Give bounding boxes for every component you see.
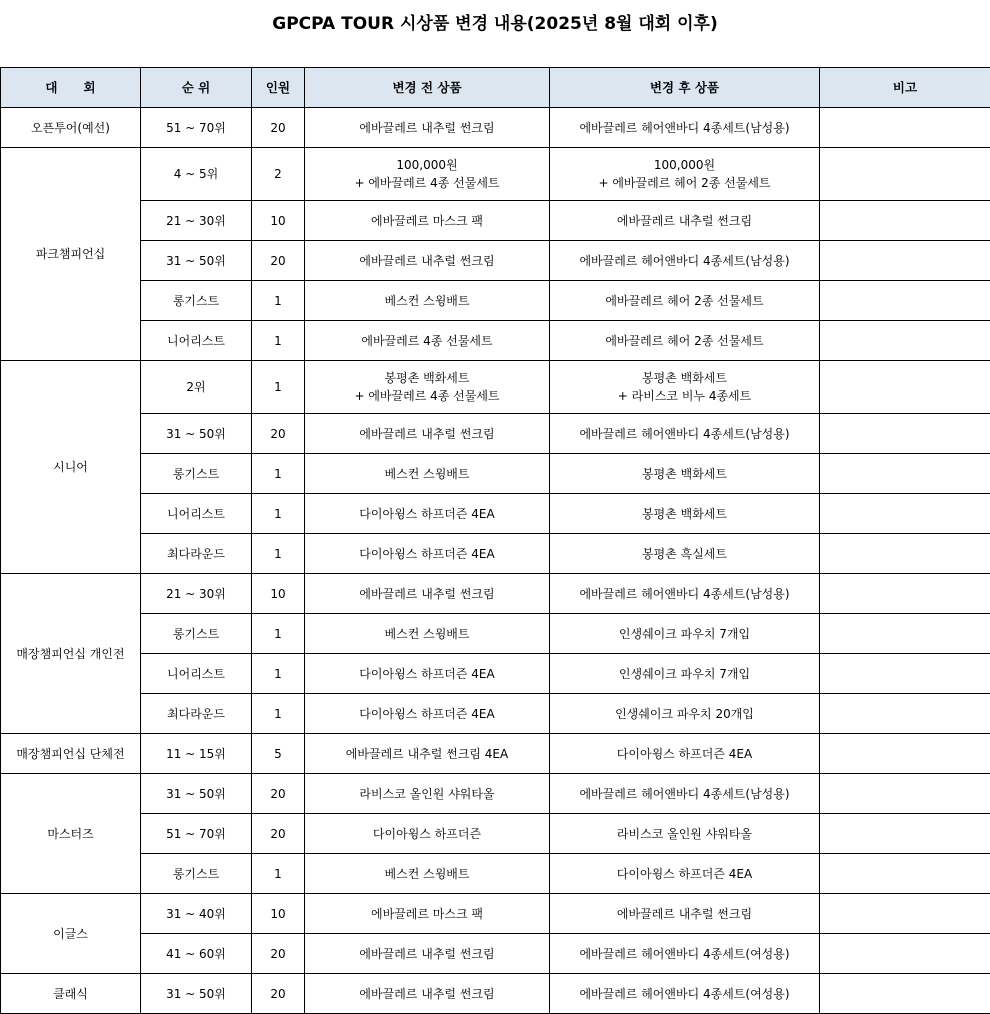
prize-after-cell	[550, 934, 820, 974]
prize-before-cell	[305, 814, 550, 854]
note-cell	[820, 934, 990, 974]
table-row	[1, 534, 990, 574]
note-cell	[820, 894, 990, 934]
prize-line: 봉평촌 백화세트	[384, 371, 470, 385]
prize-line: 에바끌레르 내추럴 썬크림	[359, 946, 495, 961]
table-row	[1, 894, 990, 934]
prize-before-cell	[305, 361, 550, 414]
note-cell	[820, 414, 990, 454]
note-cell	[820, 774, 990, 814]
prize-line: 인생쉐이크 파우치 7개입	[618, 666, 751, 681]
note-cell	[820, 454, 990, 494]
table-row	[1, 494, 990, 534]
rank-cell: 31 ~ 50위	[141, 774, 252, 814]
prize-line: 다이아윙스 하프더즌 4EA	[359, 706, 495, 721]
prize-line: 베스컨 스윙배트	[384, 866, 470, 881]
note-cell	[820, 574, 990, 614]
rank-cell: 최다라운드	[141, 694, 252, 734]
prize-line: 다이아윙스 하프더즌 4EA	[359, 546, 495, 561]
prize-before-cell	[305, 414, 550, 454]
prize-line: 베스컨 스윙배트	[384, 293, 470, 308]
rank-cell: 31 ~ 50위	[141, 974, 252, 1014]
table-row	[1, 321, 990, 361]
table-row	[1, 774, 990, 814]
event-name-cell: 이글스	[1, 894, 141, 974]
table-row	[1, 108, 990, 148]
prize-line: 에바끌레르 헤어앤바디 4종세트(남성용)	[579, 120, 790, 135]
rank-cell: 롱기스트	[141, 281, 252, 321]
table-row	[1, 814, 990, 854]
count-cell: 1	[252, 454, 305, 494]
count-cell: 10	[252, 201, 305, 241]
prize-line: 에바끌레르 헤어앤바디 4종세트(남성용)	[579, 253, 790, 268]
table-row	[1, 148, 990, 201]
table-row	[1, 281, 990, 321]
table-body	[1, 108, 990, 1014]
prize-line: 에바끌레르 내추럴 썬크림	[359, 426, 495, 441]
prize-line: 다이아윙스 하프더즌	[372, 826, 482, 841]
note-cell	[820, 108, 990, 148]
prize-line: 에바끌레르 내추럴 썬크림	[616, 213, 753, 228]
rank-cell: 31 ~ 40위	[141, 894, 252, 934]
prize-line: 에바끌레르 마스크 팩	[371, 213, 483, 228]
prize-before-cell	[305, 854, 550, 894]
note-cell	[820, 814, 990, 854]
prize-line: + 에바끌레르 헤어 2종 선물세트	[598, 176, 771, 190]
prize-line: 봉평촌 백화세트	[642, 466, 727, 481]
prize-after-cell	[550, 654, 820, 694]
prize-before-cell	[305, 974, 550, 1014]
prize-line: + 에바끌레르 4종 선물세트	[354, 176, 500, 190]
rank-cell: 51 ~ 70위	[141, 814, 252, 854]
prize-line: 100,000원	[653, 158, 716, 172]
table-row	[1, 654, 990, 694]
prize-before-cell	[305, 321, 550, 361]
rank-cell: 2위	[141, 361, 252, 414]
table-row	[1, 614, 990, 654]
prize-line: 봉평촌 흑실세트	[642, 546, 727, 561]
rank-cell: 31 ~ 50위	[141, 241, 252, 281]
prize-after-cell	[550, 734, 820, 774]
rank-cell: 롱기스트	[141, 614, 252, 654]
prize-line: 에바끌레르 헤어 2종 선물세트	[605, 293, 764, 308]
prize-line: 인생쉐이크 파우치 7개입	[618, 626, 751, 641]
header-event: 대 회	[1, 68, 141, 108]
prize-after-cell	[550, 241, 820, 281]
prize-after-cell	[550, 321, 820, 361]
prize-line: 다이아윙스 하프더즌 4EA	[359, 506, 495, 521]
event-name-cell: 시니어	[1, 361, 141, 574]
rank-cell: 51 ~ 70위	[141, 108, 252, 148]
prize-before-cell	[305, 894, 550, 934]
rank-cell: 니어리스트	[141, 494, 252, 534]
prize-line: 에바끌레르 내추럴 썬크림	[359, 253, 495, 268]
header-note: 비고	[820, 68, 990, 108]
prize-after-cell	[550, 201, 820, 241]
event-name-cell: 클래식	[1, 974, 141, 1014]
event-name-cell: 오픈투어(예선)	[1, 108, 141, 148]
prize-line: 봉평촌 백화세트	[642, 506, 727, 521]
note-cell	[820, 694, 990, 734]
prize-line: 에바끌레르 헤어앤바디 4종세트(여성용)	[579, 946, 790, 961]
table-row	[1, 694, 990, 734]
table-row	[1, 201, 990, 241]
prize-before-cell	[305, 281, 550, 321]
note-cell	[820, 654, 990, 694]
prize-after-cell	[550, 108, 820, 148]
rank-cell: 21 ~ 30위	[141, 201, 252, 241]
count-cell: 1	[252, 694, 305, 734]
page-title: GPCPA TOUR 시상품 변경 내용(2025년 8월 대회 이후)	[272, 14, 718, 34]
prize-line: 봉평촌 백화세트	[642, 371, 727, 385]
note-cell	[820, 241, 990, 281]
prize-line: 라비스코 올인원 샤워타올	[359, 786, 495, 801]
table-row	[1, 361, 990, 414]
rank-cell: 31 ~ 50위	[141, 414, 252, 454]
note-cell	[820, 614, 990, 654]
prize-before-cell	[305, 454, 550, 494]
prize-line: 에바끌레르 4종 선물세트	[361, 333, 493, 348]
count-cell: 1	[252, 281, 305, 321]
count-cell: 10	[252, 894, 305, 934]
rank-cell: 21 ~ 30위	[141, 574, 252, 614]
prize-before-cell	[305, 574, 550, 614]
note-cell	[820, 148, 990, 201]
count-cell: 20	[252, 814, 305, 854]
prize-line: 다이아윙스 하프더즌 4EA	[616, 746, 753, 761]
prize-line: 에바끌레르 헤어앤바디 4종세트(남성용)	[579, 426, 790, 441]
prize-after-cell	[550, 414, 820, 454]
header-after: 변경 후 상품	[550, 68, 820, 108]
table-row	[1, 414, 990, 454]
prize-line: + 라비스코 비누 4종세트	[617, 389, 752, 403]
prize-after-cell	[550, 494, 820, 534]
prize-before-cell	[305, 108, 550, 148]
prize-line: 에바끌레르 헤어 2종 선물세트	[605, 333, 764, 348]
table-row	[1, 454, 990, 494]
count-cell: 1	[252, 854, 305, 894]
header-rank: 순 위	[141, 68, 252, 108]
prize-before-cell	[305, 201, 550, 241]
count-cell: 1	[252, 534, 305, 574]
count-cell: 20	[252, 241, 305, 281]
rank-cell: 11 ~ 15위	[141, 734, 252, 774]
rank-cell: 최다라운드	[141, 534, 252, 574]
prize-line: 에바끌레르 헤어앤바디 4종세트(여성용)	[579, 986, 790, 1001]
rank-cell: 니어리스트	[141, 321, 252, 361]
prize-change-table	[0, 67, 990, 1014]
prize-after-cell	[550, 694, 820, 734]
count-cell: 1	[252, 614, 305, 654]
event-name-cell: 마스터즈	[1, 774, 141, 894]
count-cell: 1	[252, 321, 305, 361]
count-cell: 20	[252, 774, 305, 814]
table-row	[1, 734, 990, 774]
prize-after-cell	[550, 974, 820, 1014]
count-cell: 20	[252, 934, 305, 974]
prize-after-cell	[550, 854, 820, 894]
prize-line: 에바끌레르 내추럴 썬크림	[616, 906, 753, 921]
note-cell	[820, 494, 990, 534]
table-row	[1, 574, 990, 614]
prize-after-cell	[550, 281, 820, 321]
prize-line: 에바끌레르 내추럴 썬크림 4EA	[345, 746, 509, 761]
prize-line: 에바끌레르 마스크 팩	[371, 906, 483, 921]
prize-line: 100,000원	[396, 158, 458, 172]
event-name-cell: 매장챔피언십 단체전	[1, 734, 141, 774]
prize-before-cell	[305, 614, 550, 654]
prize-before-cell	[305, 494, 550, 534]
note-cell	[820, 281, 990, 321]
table-row	[1, 974, 990, 1014]
note-cell	[820, 201, 990, 241]
table-header-row	[1, 68, 990, 108]
prize-line: 에바끌레르 내추럴 썬크림	[359, 120, 495, 135]
note-cell	[820, 854, 990, 894]
rank-cell: 41 ~ 60위	[141, 934, 252, 974]
prize-before-cell	[305, 241, 550, 281]
prize-line: 에바끌레르 내추럴 썬크림	[359, 986, 495, 1001]
prize-line: 에바끌레르 내추럴 썬크림	[359, 586, 495, 601]
rank-cell: 4 ~ 5위	[141, 148, 252, 201]
prize-after-cell	[550, 894, 820, 934]
prize-before-cell	[305, 148, 550, 201]
rank-cell: 롱기스트	[141, 454, 252, 494]
prize-line: 베스컨 스윙배트	[384, 466, 470, 481]
prize-after-cell	[550, 361, 820, 414]
prize-after-cell	[550, 814, 820, 854]
header-before: 변경 전 상품	[305, 68, 550, 108]
prize-line: 베스컨 스윙배트	[384, 626, 470, 641]
rank-cell: 니어리스트	[141, 654, 252, 694]
rank-cell: 롱기스트	[141, 854, 252, 894]
prize-before-cell	[305, 734, 550, 774]
prize-line: + 에바끌레르 4종 선물세트	[354, 389, 500, 403]
event-name-cell: 매장챔피언십 개인전	[1, 574, 141, 734]
prize-before-cell	[305, 774, 550, 814]
prize-line: 인생쉐이크 파우치 20개입	[615, 706, 754, 721]
prize-after-cell	[550, 534, 820, 574]
prize-before-cell	[305, 654, 550, 694]
count-cell: 1	[252, 494, 305, 534]
prize-after-cell	[550, 574, 820, 614]
count-cell: 1	[252, 361, 305, 414]
count-cell: 20	[252, 974, 305, 1014]
count-cell: 20	[252, 414, 305, 454]
prize-after-cell	[550, 614, 820, 654]
prize-line: 다이아윙스 하프더즌 4EA	[616, 866, 753, 881]
prize-after-cell	[550, 148, 820, 201]
table-row	[1, 241, 990, 281]
prize-line: 다이아윙스 하프더즌 4EA	[359, 666, 495, 681]
count-cell: 10	[252, 574, 305, 614]
prize-line: 라비스코 올인원 샤워타올	[616, 826, 753, 841]
prize-line: 에바끌레르 헤어앤바디 4종세트(남성용)	[579, 786, 790, 801]
table-row	[1, 854, 990, 894]
prize-before-cell	[305, 534, 550, 574]
prize-before-cell	[305, 934, 550, 974]
note-cell	[820, 974, 990, 1014]
count-cell: 2	[252, 148, 305, 201]
event-name-cell: 파크챔피언십	[1, 148, 141, 361]
note-cell	[820, 321, 990, 361]
count-cell: 20	[252, 108, 305, 148]
prize-after-cell	[550, 454, 820, 494]
prize-before-cell	[305, 694, 550, 734]
count-cell: 5	[252, 734, 305, 774]
prize-after-cell	[550, 774, 820, 814]
note-cell	[820, 734, 990, 774]
prize-line: 에바끌레르 헤어앤바디 4종세트(남성용)	[579, 586, 790, 601]
table-row	[1, 934, 990, 974]
header-count: 인원	[252, 68, 305, 108]
note-cell	[820, 534, 990, 574]
count-cell: 1	[252, 654, 305, 694]
note-cell	[820, 361, 990, 414]
